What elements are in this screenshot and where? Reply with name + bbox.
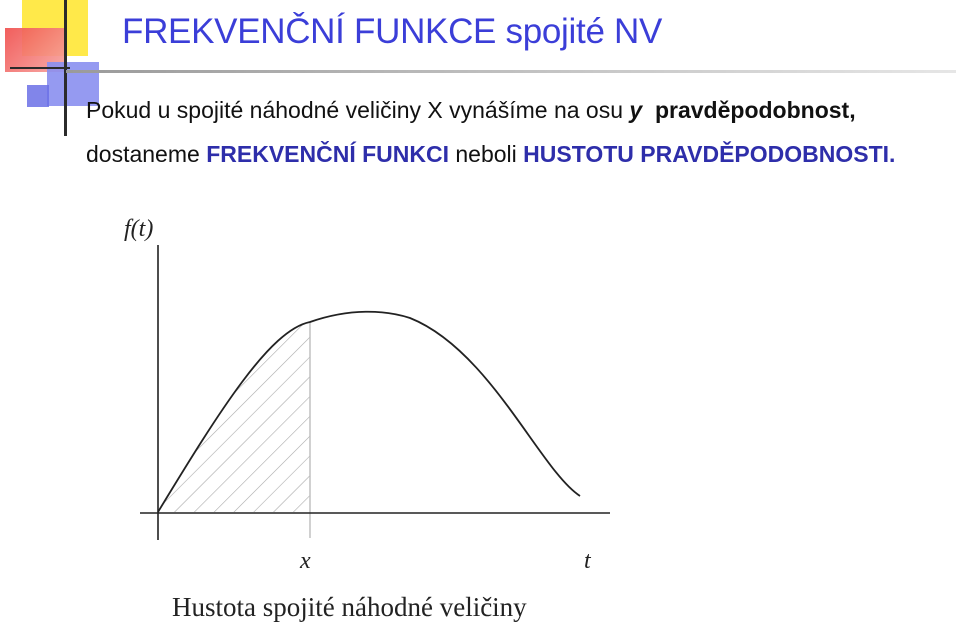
probability-term: pravděpodobnost, <box>654 97 856 123</box>
axis-y-term: y <box>629 97 643 123</box>
slide-title: FREKVENČNÍ FUNKCE spojité NV <box>122 12 663 51</box>
decor-horizontal-line <box>10 67 70 69</box>
shaded-area <box>158 300 310 512</box>
density-figure <box>110 200 630 580</box>
probability-density-term: HUSTOTU PRAVDĚPODOBNOSTI. <box>523 141 896 167</box>
figure-caption: Hustota spojité náhodné veličiny <box>172 592 527 622</box>
line2-text-a: dostaneme <box>86 141 207 167</box>
body-line-1 <box>86 97 856 124</box>
frequency-function-term: FREKVENČNÍ FUNKCI <box>206 141 449 167</box>
line1-text: Pokud u spojité náhodné veličiny X vynášíme na osu <box>86 97 630 123</box>
y-axis-label: f(t) <box>124 216 154 242</box>
x-marker-label: x <box>300 548 311 574</box>
decor-blue-small-square <box>27 85 49 107</box>
body-line-2 <box>86 141 895 168</box>
title-underline <box>66 70 956 73</box>
line2-text-b: neboli <box>448 141 524 167</box>
x-axis-label: t <box>584 548 591 574</box>
